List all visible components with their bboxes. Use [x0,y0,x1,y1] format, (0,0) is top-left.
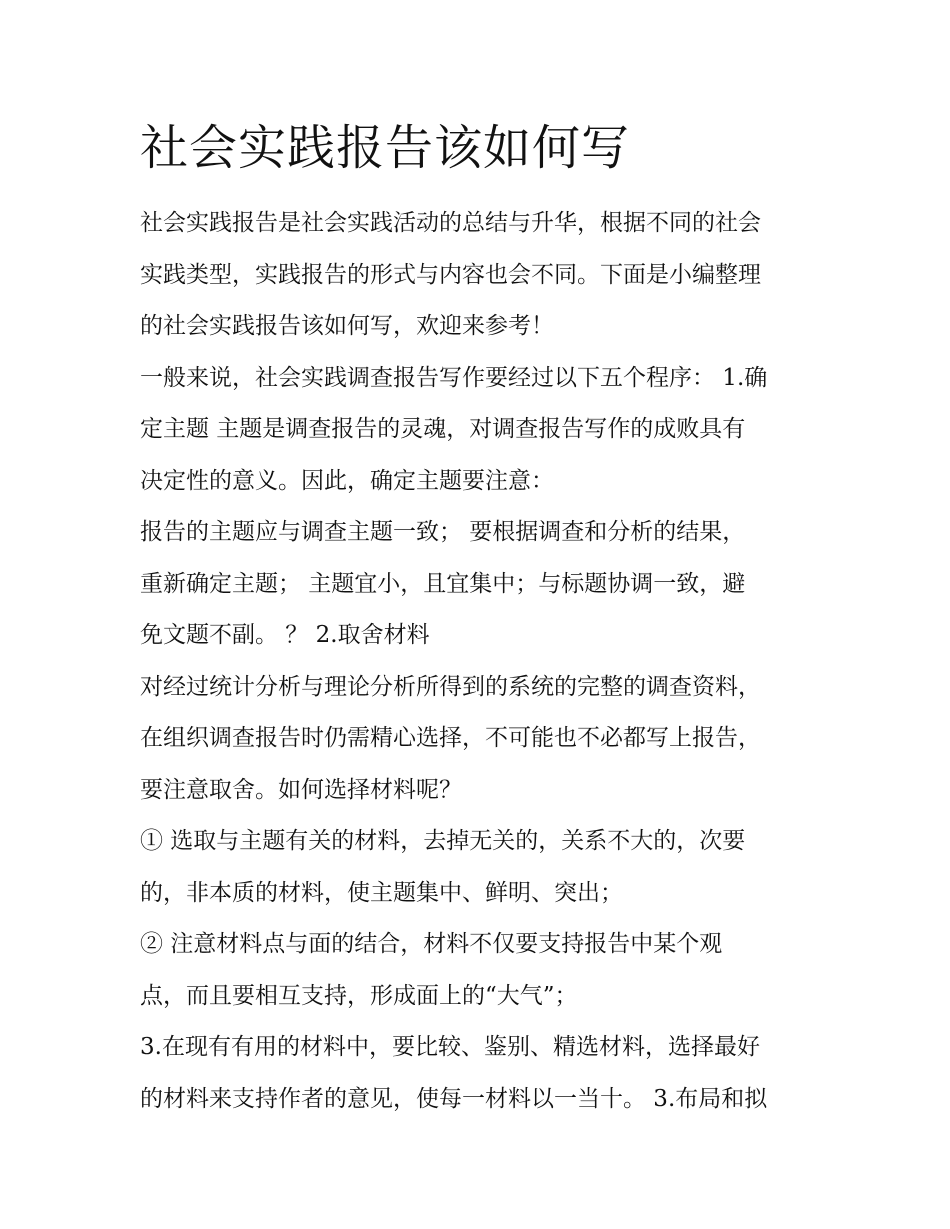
body-line: 对经过统计分析与理论分析所得到的系统的完整的调查资料， [140,673,761,700]
body-line: 的社会实践报告该如何写，欢迎来参考！ [140,313,554,339]
body-line: 免文题不副。 ？ 2.取舍材料 [140,622,430,648]
body-line: 重新确定主题； 主题宜小，且宜集中；与标题协调一致，避 [140,570,746,597]
body-line: 实践类型，实践报告的形式与内容也会不同。下面是小编整理 [140,261,761,288]
body-line: 点，而且要相互支持，形成面上的“大气”； [140,982,578,1009]
document-title: 社会实践报告该如何写 [140,120,631,176]
body-line: 3.在现有有用的材料中，要比较、鉴别、精选材料，选择最好 [140,1034,760,1060]
document-body [140,198,830,1125]
body-line: 社会实践报告是社会实践活动的总结与升华，根据不同的社会 [140,210,761,236]
body-line: 在组织调查报告时仍需精心选择，不可能也不必都写上报告， [140,725,761,751]
body-line: ① 选取与主题有关的材料，去掉无关的，关系不大的，次要 [140,828,746,854]
body-line: 报告的主题应与调查主题一致； 要根据调查和分析的结果， [140,519,746,545]
body-line: ② 注意材料点与面的结合，材料不仅要支持报告中某个观 [140,931,723,957]
body-line: 要注意取舍。如何选择材料呢？ [140,776,462,803]
body-line: 定主题 主题是调查报告的灵魂，对调查报告写作的成败具有 [140,416,746,442]
body-line: 的，非本质的材料，使主题集中、鲜明、突出； [140,879,623,906]
body-line: 决定性的意义。因此，确定主题要注意： [140,467,554,494]
body-line: 的材料来支持作者的意见，使每一材料以一当十。 3.布局和拟 [140,1085,768,1112]
body-line: 一般来说，社会实践调查报告写作要经过以下五个程序： 1.确 [140,364,768,391]
